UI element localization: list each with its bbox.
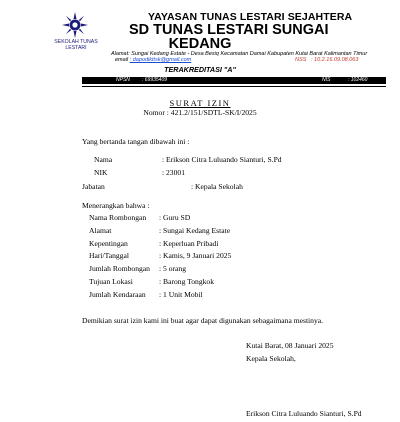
closing-text: Demikian surat izin kami ini buat agar dapat digunakan sebagaimana mestinya. xyxy=(82,316,324,325)
signer-name-value: : Erikson Citra Luluando Sianturi, S.Pd xyxy=(162,155,282,164)
npsn-label: NPSN xyxy=(116,77,130,83)
place-date: Kutai Barat, 08 Januari 2025 xyxy=(246,341,334,350)
signer-title: Kepala Sekolah, xyxy=(246,354,296,363)
foundation-name: YAYASAN TUNAS LESTARI SEJAHTERA xyxy=(148,11,353,23)
group-field-value: : 5 orang xyxy=(159,264,186,273)
signer-nik-value: : 23001 xyxy=(162,168,185,177)
group-field-value: : Barong Tongkok xyxy=(159,277,215,286)
group-field-label: Tujuan Lokasi xyxy=(89,277,133,286)
logo-caption: SEKOLAH TUNAS LESTARI xyxy=(54,39,98,51)
nis-label: NIS xyxy=(322,77,331,83)
school-name-line1: SD TUNAS LESTARI SUNGAI xyxy=(129,22,329,38)
group-field-value: : Guru SD xyxy=(159,213,191,222)
group-field-value: : 1 Unit Mobil xyxy=(159,290,203,299)
signer-position-value: : Kepala Sekolah xyxy=(191,182,243,191)
group-field-label: Alamat xyxy=(89,226,112,235)
nss-label: NSS xyxy=(295,57,307,63)
npsn-bar xyxy=(82,77,386,84)
group-field-value: : Sungai Kedang Estate xyxy=(159,226,231,235)
signer-position-label: Jabatan xyxy=(82,182,105,191)
signer-nik-label: NIK xyxy=(94,168,108,177)
nss-value: : 10.2.16.09.08.063 xyxy=(311,57,359,63)
signer-name-label: Nama xyxy=(94,155,113,164)
group-field-value: : Kamis, 9 Januari 2025 xyxy=(159,251,232,260)
intro-text: Yang bertanda tangan dibawah ini : xyxy=(82,137,190,146)
group-field-label: Nama Rombongan xyxy=(89,213,147,222)
address-text: Alamat: Sungai Kedang Estate - Desa Besiq Kecamatan Damai Kabupaten Kutai Barat Kalimantan Timur xyxy=(111,51,368,57)
statement-text: Menerangkan bahwa : xyxy=(82,201,150,210)
school-name-line2: KEDANG xyxy=(168,36,232,52)
group-field-value: : Keperluan Pribadi xyxy=(159,239,219,248)
group-field-label: Hari/Tanggal xyxy=(89,251,129,260)
email-label: email xyxy=(115,57,129,63)
group-field-label: Kepentingan xyxy=(89,239,128,248)
letter-title: SURAT IZIN xyxy=(169,98,231,108)
group-field-label: Jumlah Rombongan xyxy=(89,264,150,273)
email-row xyxy=(115,57,191,63)
email-link[interactable]: : dapodikttsk@gmail.com xyxy=(129,57,192,63)
letterhead-divider xyxy=(82,86,386,87)
npsn-value: : 69935409 xyxy=(142,77,168,83)
group-field-label: Jumlah Kendaraan xyxy=(89,290,146,299)
accreditation: TERAKREDITASI "A" xyxy=(164,65,236,74)
nis-value: : 102460 xyxy=(348,77,368,83)
signer-name: Erikson Citra Luluando Sianturi, S.Pd xyxy=(246,409,362,418)
letter-number: Nomor : 421.2/151/SDTL-SK/I/2025 xyxy=(143,108,257,117)
